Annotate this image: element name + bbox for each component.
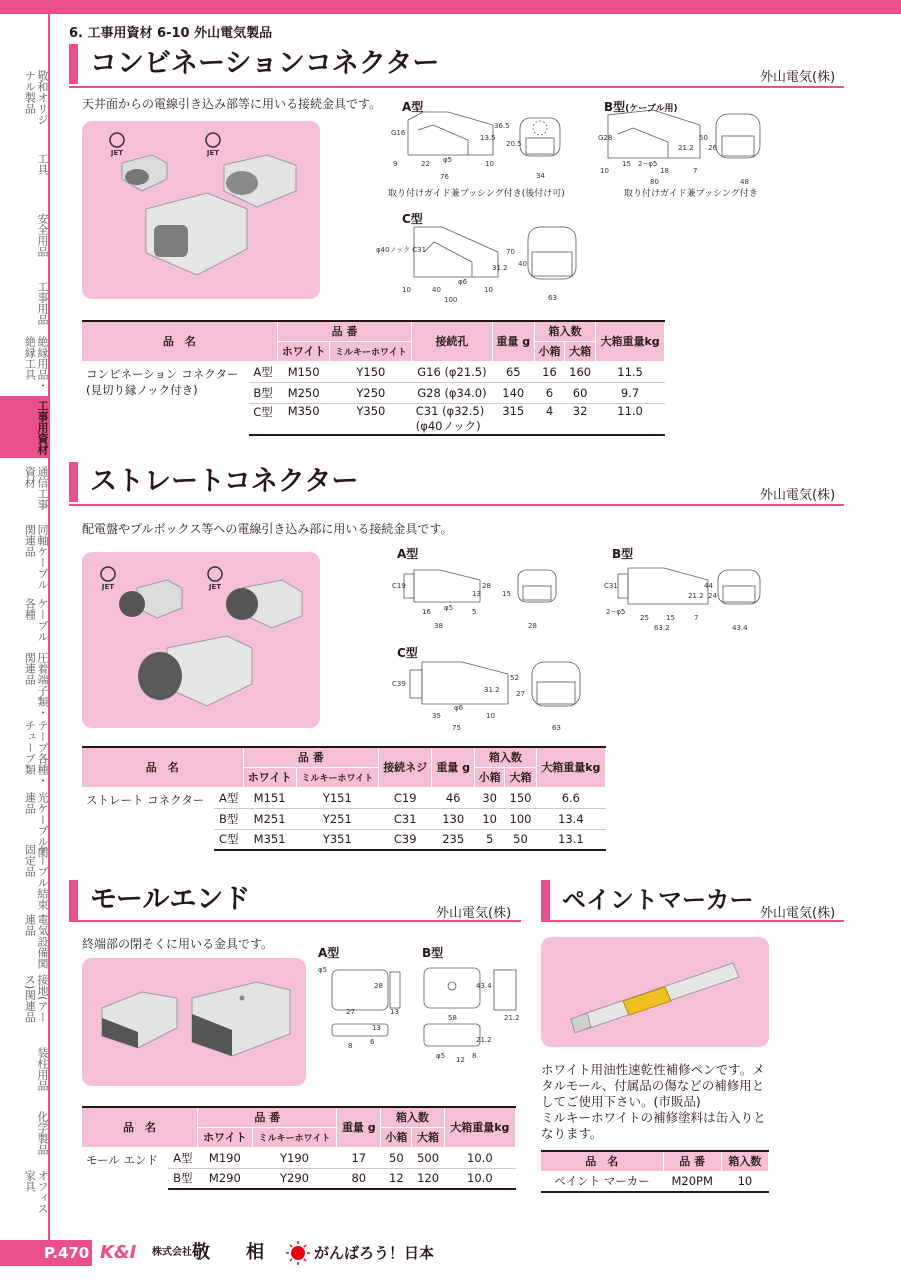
svg-text:10: 10 <box>485 160 494 168</box>
svg-text:21.2: 21.2 <box>476 1036 492 1044</box>
svg-text:φ40ノック C31: φ40ノック C31 <box>376 246 427 254</box>
svg-text:43.4: 43.4 <box>476 982 492 990</box>
svg-text:φ6: φ6 <box>458 278 468 286</box>
svg-text:5: 5 <box>472 608 477 616</box>
spec-table-moleend: 品 名 品 番 重量 g 箱入数 大箱重量kg ホワイト ミルキーホワイト 小箱 大箱 モール エンド A型 M190 Y190 17 50 500 10.0 B型 M290 Y290 80 12 120 10.0 <box>82 1106 516 1190</box>
svg-text:36.5: 36.5 <box>494 122 510 130</box>
sidebar-item-safety[interactable]: 安全用品 <box>36 213 49 257</box>
company-prefix: 株式会社 <box>152 1247 192 1258</box>
table-row: コンビネーション コネクター (見切り縁ノック付き) A型 M150 Y150 G16 (φ21.5) 65 16 160 11.5 <box>82 361 665 382</box>
table-row: B型 M251 Y251 C31 130 10 100 13.4 <box>82 808 606 829</box>
diagram-note-b: 取り付けガイド兼ブッシング付き <box>624 189 758 199</box>
sidebar-item-telecom[interactable]: 通信工事資材 <box>23 466 49 510</box>
maker-label: 外山電気(株) <box>760 906 836 921</box>
table-row: C型 M351 Y351 C39 235 5 50 13.1 <box>82 829 606 850</box>
svg-text:JET: JET <box>206 149 220 157</box>
sidebar-item-office[interactable]: オフィス家具 <box>23 1170 49 1214</box>
sidebar-item-cable[interactable]: ケーブル各種 <box>23 598 49 642</box>
svg-text:JET: JET <box>208 583 222 591</box>
product-photo-moleend <box>82 958 306 1086</box>
svg-text:20.5: 20.5 <box>506 140 522 148</box>
svg-text:φ5: φ5 <box>444 604 454 612</box>
table-row: ペイント マーカー M20PM 10 <box>541 1171 769 1192</box>
sidebar-item-materials[interactable]: 工事用資材 <box>0 396 48 458</box>
diagram-label-a: A型 <box>318 946 340 960</box>
svg-text:φ6: φ6 <box>454 704 464 712</box>
table-row: B型 M250 Y250 G28 (φ34.0) 140 6 60 9.7 <box>82 382 665 403</box>
sidebar-item-tools[interactable]: 工具 <box>36 153 49 175</box>
sidebar-item-optical[interactable]: 光ケーブル関連品 <box>23 792 49 858</box>
company-name-b: 相 <box>246 1242 264 1263</box>
section-rule <box>69 86 844 88</box>
svg-text:φ5: φ5 <box>318 966 328 974</box>
svg-text:27: 27 <box>346 1008 355 1016</box>
diagram-moleend-a <box>318 962 408 1054</box>
diagram-label-b: B型(ケーブル用) <box>604 100 678 114</box>
svg-text:7: 7 <box>694 614 699 622</box>
sidebar-item-chemical[interactable]: 化学製品 <box>36 1111 49 1155</box>
svg-text:8: 8 <box>472 1052 477 1060</box>
svg-text:C39: C39 <box>392 680 406 688</box>
svg-text:10: 10 <box>484 286 493 294</box>
section-rule <box>69 504 844 506</box>
diagram-label-b: B型 <box>612 547 634 561</box>
svg-text:φ5: φ5 <box>443 156 453 164</box>
svg-text:31.2: 31.2 <box>484 686 500 694</box>
sidebar-item-original[interactable]: 敬和オリジナル製品 <box>23 70 49 125</box>
sidebar-item-binding[interactable]: ケーブル結束・固定品 <box>23 844 49 921</box>
jet-logo-icon <box>206 133 220 157</box>
svg-text:52: 52 <box>510 674 519 682</box>
svg-text:28: 28 <box>374 982 383 990</box>
svg-text:10: 10 <box>402 286 411 294</box>
svg-text:58: 58 <box>448 1014 457 1022</box>
maker-label: 外山電気(株) <box>436 906 512 921</box>
svg-text:44: 44 <box>704 582 713 590</box>
paintmarker-description: ホワイト用油性速乾性補修ペンです。メ タルモール、付属品の傷などの補修用と してご使用下さい。(市販品) ミルキーホワイトの補修塗料は缶入りと なります。 <box>541 1062 766 1141</box>
svg-text:35: 35 <box>432 712 441 720</box>
sidebar-item-terminals[interactable]: 圧着端子類・関連品 <box>23 652 49 718</box>
page-number: P.470 <box>0 1240 92 1266</box>
svg-text:13: 13 <box>472 590 481 598</box>
diagram-moleend-b <box>418 962 524 1066</box>
section-title-straight: ストレートコネクター <box>69 462 358 502</box>
svg-text:75: 75 <box>452 724 461 732</box>
svg-text:C31: C31 <box>604 582 618 590</box>
svg-text:25: 25 <box>640 614 649 622</box>
section-title-paintmarker: ペイントマーカー <box>541 880 754 920</box>
sidebar-item-pole[interactable]: 装柱用品 <box>36 1047 49 1091</box>
svg-text:15: 15 <box>502 590 511 598</box>
spec-table-combination: 品 名 品 番 接続孔 重量 g 箱入数 大箱重量kg ホワイト ミルキーホワイト 小箱 大箱 コンビネーション コネクター (見切り縁ノック付き) A型 M150 Y150 G16 (φ21.5) 65 16 160 11.5 B型 M250 Y250 G28 (φ34.0) 140 6 60 9.7 C型 M350 Y350 C31 (φ32.5) (φ40ノック) 315 4 32 11.0 <box>82 320 665 436</box>
jet-logo-icon <box>110 133 124 157</box>
svg-text:34: 34 <box>536 172 545 180</box>
svg-text:16: 16 <box>422 608 431 616</box>
table-row: ストレート コネクター A型 M151 Y151 C19 46 30 150 6.6 <box>82 787 606 808</box>
diagram-label-a: A型 <box>402 100 424 114</box>
svg-text:13: 13 <box>390 1008 399 1016</box>
table-row: モール エンド A型 M190 Y190 17 50 500 10.0 <box>82 1147 516 1168</box>
svg-text:63.2: 63.2 <box>654 624 670 632</box>
sidebar-item-insulation[interactable]: 絶縁用品・絶縁工具 <box>23 336 49 391</box>
svg-text:C19: C19 <box>392 582 406 590</box>
section-title-combination: コンビネーションコネクター <box>69 44 439 84</box>
svg-text:15: 15 <box>666 614 675 622</box>
svg-text:28: 28 <box>528 622 537 630</box>
svg-text:80: 80 <box>650 178 659 186</box>
sidebar-item-construction[interactable]: 工事用品 <box>36 281 49 325</box>
sidebar <box>0 14 50 1264</box>
svg-text:10: 10 <box>486 712 495 720</box>
svg-text:48: 48 <box>740 178 749 186</box>
svg-text:38: 38 <box>434 622 443 630</box>
svg-text:JET: JET <box>110 149 124 157</box>
product-photo-paintmarker <box>541 937 769 1047</box>
svg-text:50: 50 <box>699 134 708 142</box>
svg-text:18: 18 <box>660 167 669 175</box>
svg-text:70: 70 <box>506 248 515 256</box>
svg-text:100: 100 <box>444 296 458 304</box>
sun-icon <box>286 1240 310 1266</box>
table-row: B型 M290 Y290 80 12 120 10.0 <box>82 1168 516 1189</box>
diagram-label-b: B型 <box>422 946 444 960</box>
svg-text:10: 10 <box>600 167 609 175</box>
svg-text:28: 28 <box>482 582 491 590</box>
company-name-a: 敬 <box>192 1242 210 1263</box>
svg-text:21.2: 21.2 <box>504 1014 520 1022</box>
svg-text:JET: JET <box>101 583 115 591</box>
svg-text:G16: G16 <box>391 129 406 137</box>
svg-text:27: 27 <box>516 690 525 698</box>
svg-text:63: 63 <box>548 294 557 302</box>
ki-logo: K&I <box>100 1242 137 1263</box>
sidebar-item-coax[interactable]: 同軸ケーブル関連品 <box>23 524 49 590</box>
svg-text:6: 6 <box>370 1038 375 1046</box>
diagram-straight-c <box>392 656 588 734</box>
sidebar-item-electrical[interactable]: 電気設備関連品 <box>23 914 49 969</box>
svg-text:φ5: φ5 <box>436 1052 446 1060</box>
section-title-moleend: モールエンド <box>69 880 250 920</box>
diagram-straight-a <box>392 562 568 634</box>
spec-table-straight: 品 名 品 番 接続ネジ 重量 g 箱入数 大箱重量kg ホワイト ミルキーホワイト 小箱 大箱 ストレート コネクター A型 M151 Y151 C19 46 30 150 6.6 B型 M251 Y251 C31 130 10 100 13.4 C型 M351 Y351 C39 235 5 50 13.1 <box>82 746 606 851</box>
spec-table-paintmarker: 品 名 品 番 箱入数 ペイント マーカー M20PM 10 <box>541 1150 769 1193</box>
svg-text:21.2: 21.2 <box>688 592 704 600</box>
diagram-label-c: C型 <box>402 212 423 226</box>
sidebar-item-grounding[interactable]: 接地(アース)関連品 <box>23 974 49 1023</box>
maker-label: 外山電気(株) <box>760 488 836 503</box>
diagram-label-c: C型 <box>397 646 418 660</box>
breadcrumb: 6. 工事用資材 6-10 外山電気製品 <box>69 26 273 41</box>
svg-text:8: 8 <box>348 1042 353 1050</box>
top-accent-bar <box>0 0 901 14</box>
sidebar-item-tape[interactable]: テープ各種・チューブ類 <box>23 720 49 786</box>
diagram-label-a: A型 <box>397 547 419 561</box>
svg-text:13.5: 13.5 <box>480 134 496 142</box>
svg-text:7: 7 <box>693 167 698 175</box>
diagram-note-a: 取り付けガイド兼ブッシング付き(後付け可) <box>388 189 565 199</box>
jet-logo-icon <box>208 567 222 591</box>
svg-text:40: 40 <box>432 286 441 294</box>
svg-text:40: 40 <box>518 260 527 268</box>
product-photo-straight <box>82 552 320 728</box>
svg-text:43.4: 43.4 <box>732 624 748 632</box>
slogan: がんばろう！日本 <box>314 1244 435 1262</box>
svg-text:21.2: 21.2 <box>678 144 694 152</box>
jet-logo-icon <box>101 567 115 591</box>
svg-text:13: 13 <box>372 1024 381 1032</box>
svg-text:2−φ5: 2−φ5 <box>606 608 626 616</box>
table-row: C型 M350 Y350 C31 (φ32.5) (φ40ノック) 315 4 32 11.0 <box>82 403 665 435</box>
svg-text:26: 26 <box>708 144 717 152</box>
diagram-combination-c <box>372 222 592 308</box>
svg-text:15: 15 <box>622 160 631 168</box>
svg-text:31.2: 31.2 <box>492 264 508 272</box>
svg-text:2−φ5: 2−φ5 <box>638 160 658 168</box>
section-description: 配電盤やプルボックス等への電線引き込み部に用いる接続金具です。 <box>82 522 453 536</box>
svg-text:24: 24 <box>708 592 717 600</box>
diagram-straight-b <box>604 562 764 634</box>
maker-label: 外山電気(株) <box>760 70 836 85</box>
svg-text:9: 9 <box>393 160 398 168</box>
svg-text:63: 63 <box>552 724 561 732</box>
diagram-combination-a <box>388 100 578 200</box>
svg-text:76: 76 <box>440 173 449 181</box>
svg-text:12: 12 <box>456 1056 465 1064</box>
section-description: 天井面からの電線引き込み部等に用いる接続金具です。 <box>82 97 382 111</box>
svg-text:22: 22 <box>421 160 430 168</box>
svg-text:G28: G28 <box>598 134 613 142</box>
section-description: 終端部の閉そくに用いる金具です。 <box>82 937 274 951</box>
product-photo-combination <box>82 121 320 299</box>
